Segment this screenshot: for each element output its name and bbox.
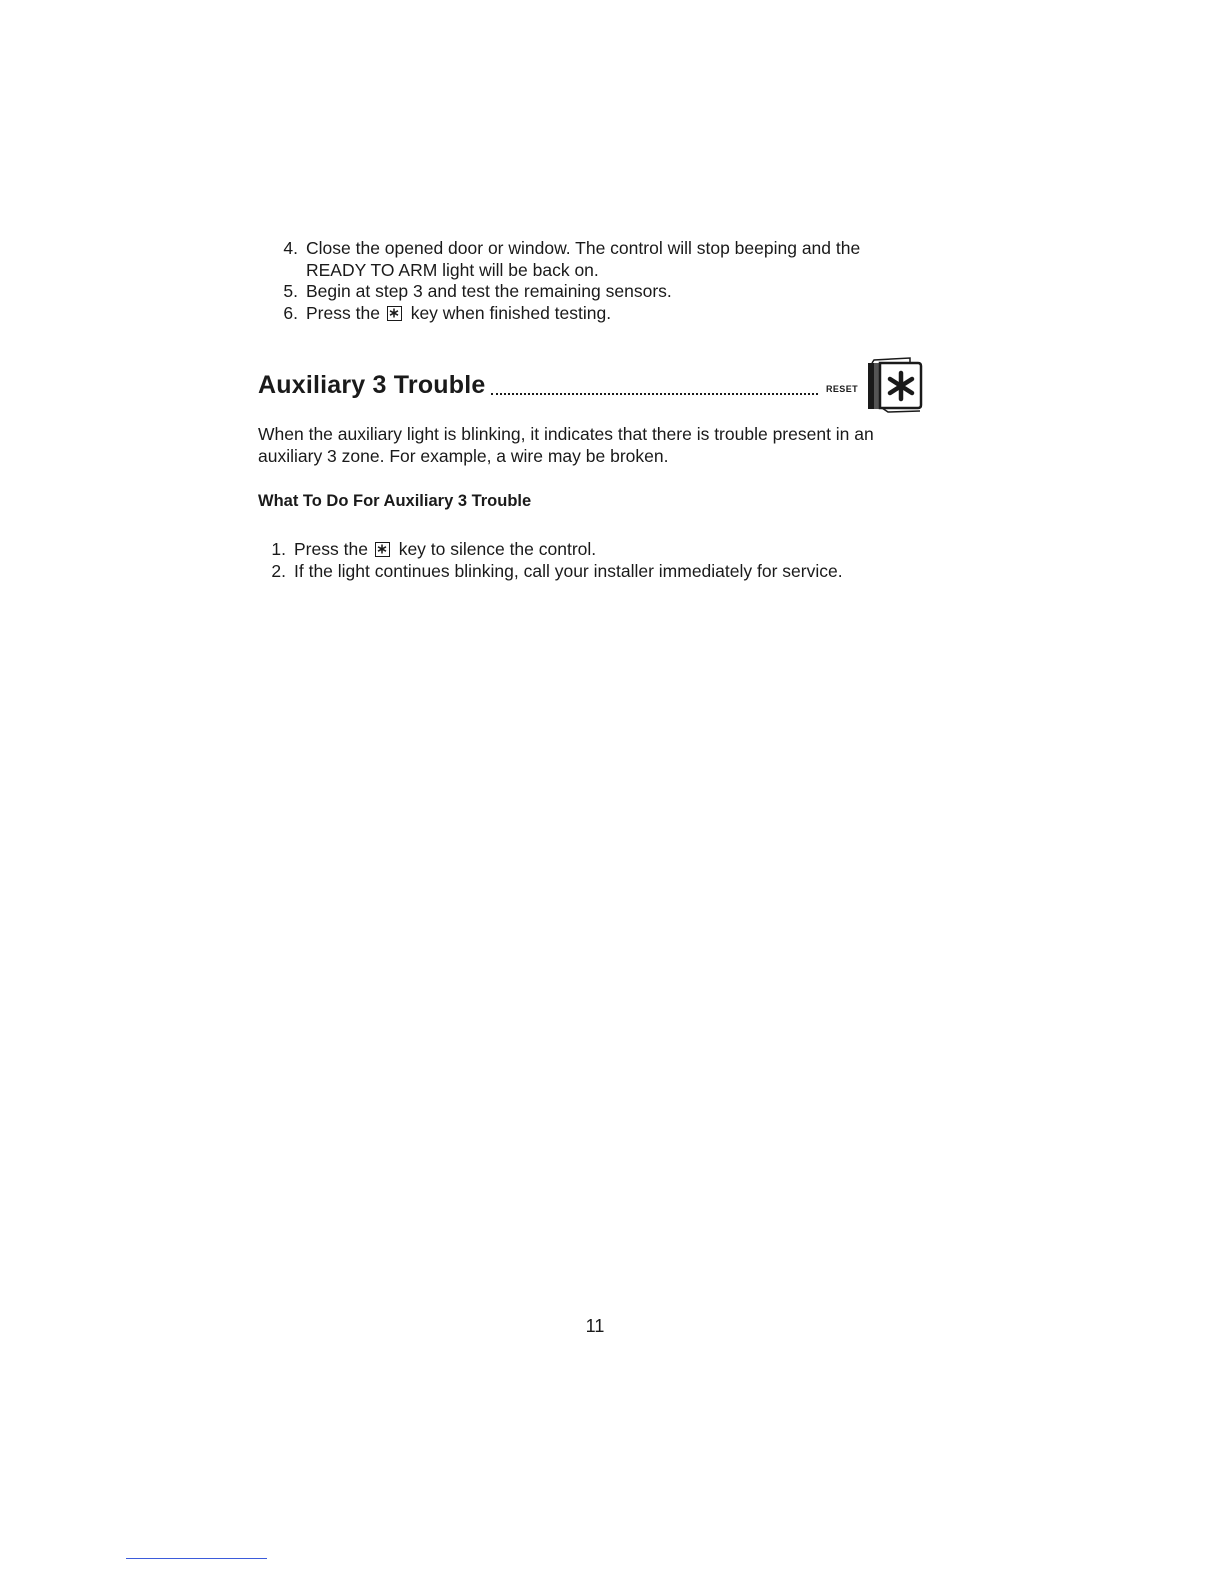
- section-subheading: What To Do For Auxiliary 3 Trouble: [258, 492, 532, 510]
- dot-leader: [491, 393, 818, 395]
- step-number: 5.: [283, 281, 298, 301]
- step-text-continued: READY TO ARM light will be back on.: [306, 259, 599, 280]
- list-item: [264, 561, 944, 583]
- step-text: Begin at step 3 and test the remaining sensors.: [306, 281, 672, 301]
- step-text-before: Press the: [294, 539, 368, 559]
- page-number: 11: [585, 1316, 605, 1336]
- star-key-icon: [864, 355, 924, 413]
- section-description: When the auxiliary light is blinking, it indicates that there is trouble present in an auxiliary 3 zone. For example, a wire may be broken.: [258, 424, 874, 466]
- star-key-icon: [375, 542, 390, 557]
- step-text-before: Press the: [306, 302, 380, 323]
- reset-label: RESET: [825, 384, 858, 394]
- step-text: Close the opened door or window. The control will stop beeping and the: [306, 238, 861, 258]
- step-number: 1.: [271, 539, 286, 559]
- list-item: [264, 539, 944, 561]
- section-heading-row: [258, 364, 858, 400]
- step-text-after: key when finished testing.: [410, 302, 612, 323]
- step-number: 6.: [283, 302, 298, 323]
- step-text: If the light continues blinking, call your installer immediately for service.: [294, 560, 843, 581]
- section-title: Auxiliary 3 Trouble: [258, 371, 486, 399]
- star-key-icon: [387, 306, 402, 321]
- footer-rule: [126, 1558, 267, 1559]
- list-item: [268, 238, 948, 281]
- step-number: 2.: [271, 560, 286, 581]
- list-item: [268, 303, 948, 325]
- continued-steps-list: [268, 238, 948, 324]
- step-number: 4.: [283, 238, 298, 258]
- list-item: [268, 281, 948, 303]
- action-steps-list: [264, 539, 944, 582]
- step-text-after: key to silence the control.: [398, 539, 597, 559]
